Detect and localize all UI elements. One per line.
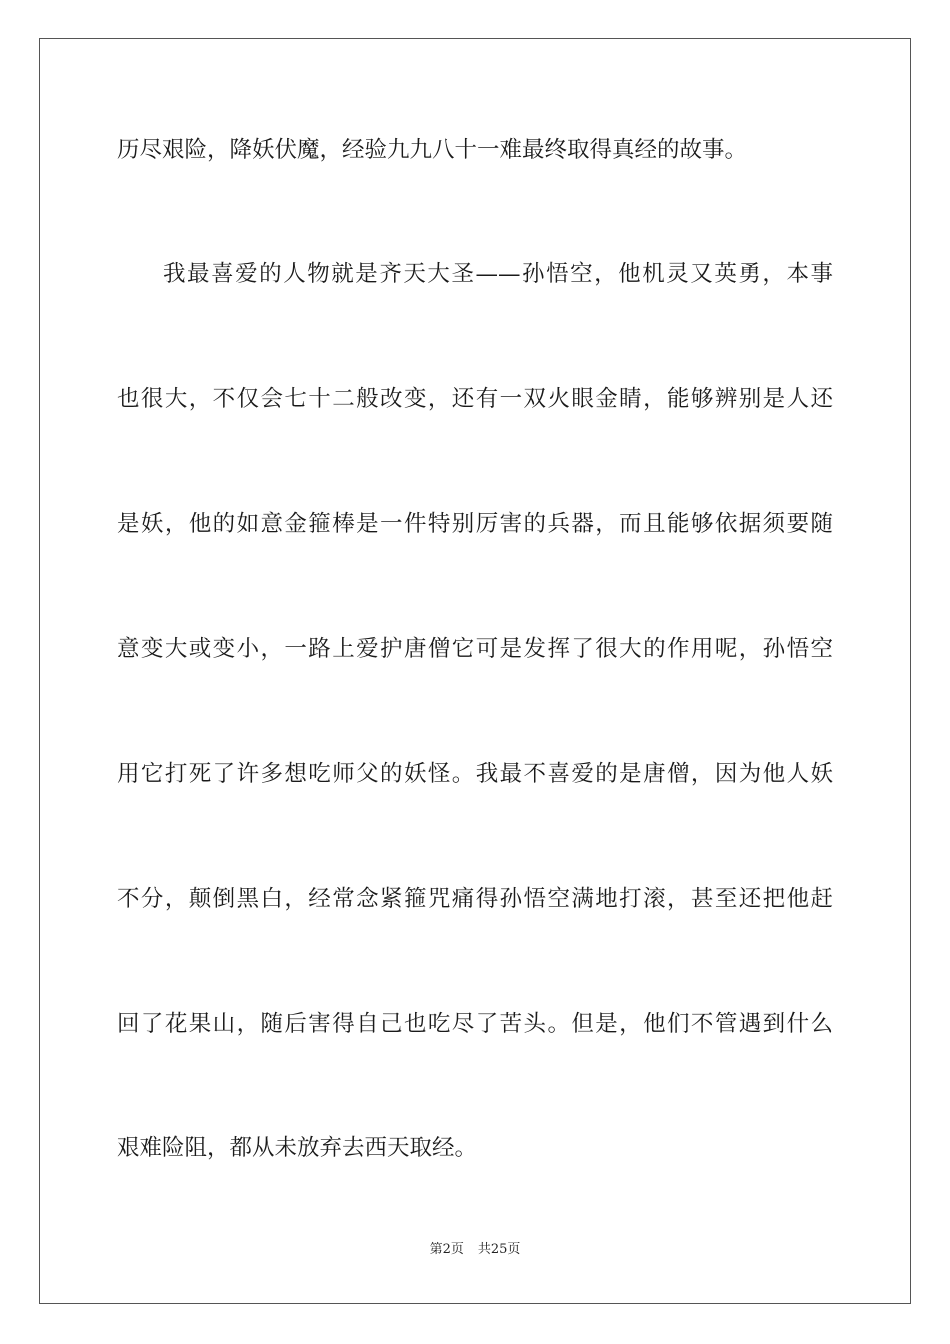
page-footer [0,1241,950,1259]
paragraph-line: 我最喜爱的人物就是齐天大圣——孙悟空，他机灵又英勇，本事 [163,261,833,287]
page-frame [39,38,911,1304]
total-pages-label: 共25页 [477,1242,521,1257]
paragraph-line: 也很大，不仅会七十二般改变，还有一双火眼金睛，能够辨别是人还 [117,386,833,412]
paragraph-line: 用它打死了许多想吃师父的妖怪。我最不喜爱的是唐僧，因为他人妖 [117,761,833,787]
paragraph-line: 回了花果山，随后害得自己也吃尽了苦头。但是，他们不管遇到什么 [117,1011,833,1037]
paragraph-line: 历尽艰险，降妖伏魔，经验九九八十一难最终取得真经的故事。 [117,137,748,163]
paragraph-line: 不分，颠倒黑白，经常念紧箍咒痛得孙悟空满地打滚，甚至还把他赶 [117,886,833,912]
paragraph-line: 意变大或变小，一路上爱护唐僧它可是发挥了很大的作用呢，孙悟空 [117,636,833,662]
current-page-label: 第2页 [429,1242,464,1257]
paragraph-line: 是妖，他的如意金箍棒是一件特别厉害的兵器，而且能够依据须要随 [117,511,833,537]
paragraph-line: 艰难险阻，都从未放弃去西天取经。 [117,1135,478,1161]
